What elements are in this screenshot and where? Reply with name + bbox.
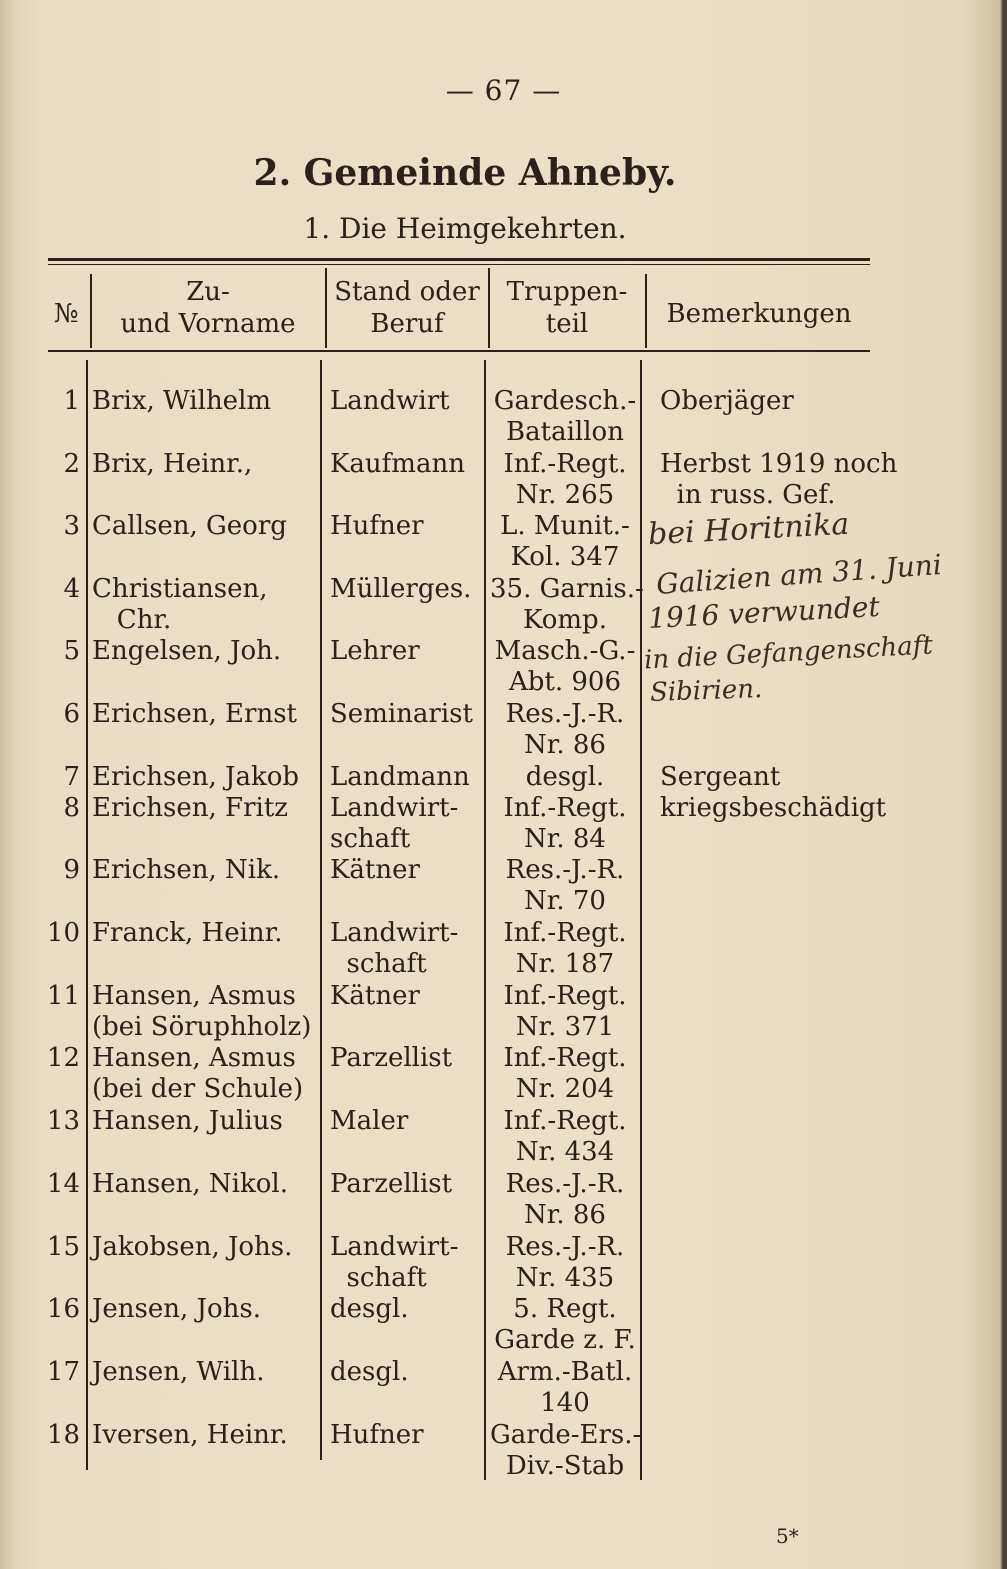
handwritten-note-line: 1916 verwundet [647, 589, 881, 636]
row-name: Franck, Heinr. [92, 918, 283, 948]
row-number: 6 [63, 699, 80, 729]
row-stand: Parzellist [330, 1169, 453, 1199]
row-stand: Hufner [330, 1420, 424, 1450]
row-stand: Landwirt- schaft [330, 1232, 459, 1293]
row-stand: Parzellist [330, 1043, 453, 1073]
table-row [0, 1420, 1007, 1484]
row-number: 5 [63, 636, 80, 666]
row-truppe: Inf.-Regt. Nr. 434 [503, 1106, 627, 1167]
row-name: Iversen, Heinr. [92, 1420, 288, 1450]
row-bemerkung: kriegsbeschädigt [660, 793, 887, 823]
row-number: 14 [46, 1169, 80, 1199]
row-number: 8 [63, 793, 80, 823]
row-truppe: Arm.-Batl. 140 [497, 1357, 633, 1418]
row-truppe: Inf.-Regt. Nr. 204 [503, 1043, 627, 1104]
row-stand: Kätner [330, 855, 420, 885]
header-stand-line2: Beruf [370, 309, 444, 339]
header-name-line1: Zu- [186, 277, 230, 307]
row-truppe: Res.-J.-R. Nr. 86 [505, 1169, 625, 1230]
table-row [0, 386, 1007, 450]
header-name-line2: und Vorname [120, 309, 296, 339]
row-truppe: 5. Regt. Garde z. F. [494, 1294, 636, 1355]
row-number: 11 [46, 981, 80, 1011]
row-stand: Hufner [330, 511, 424, 541]
row-name: Jensen, Johs. [92, 1294, 261, 1324]
table-row [0, 1294, 1007, 1358]
row-number: 1 [63, 386, 80, 416]
row-number: 18 [46, 1420, 80, 1450]
row-number: 13 [46, 1106, 80, 1136]
row-number: 4 [63, 574, 80, 604]
row-truppe: Res.-J.-R. Nr. 86 [505, 699, 625, 760]
handwritten-note-line: Galizien am 31. Juni [655, 548, 943, 601]
header-bemerkungen: Bemerkungen [666, 299, 852, 329]
page-title: 2. Gemeinde Ahneby. [253, 152, 677, 194]
table-row [0, 1043, 1007, 1107]
row-truppe: Inf.-Regt. Nr. 187 [503, 918, 627, 979]
row-name: Erichsen, Nik. [92, 855, 281, 885]
row-truppe: Inf.-Regt. Nr. 84 [503, 793, 627, 854]
header-truppe [490, 276, 644, 340]
row-number: 9 [63, 855, 80, 885]
row-truppe: Masch.-G.- Abt. 906 [494, 636, 636, 697]
row-name: Callsen, Georg [92, 511, 287, 541]
header-truppe-line2: teil [545, 309, 589, 339]
row-number: 2 [63, 449, 80, 479]
row-truppe: Gardesch.- Bataillon [493, 386, 637, 447]
row-bemerkung: Sergeant [660, 762, 781, 792]
handwritten-note-line: bei Horitnika [647, 506, 851, 553]
handwritten-note-line: in die Gefangenschaft [643, 630, 934, 676]
row-stand: Kätner [330, 981, 420, 1011]
row-stand: Landwirt- schaft [330, 918, 459, 979]
row-stand: Kaufmann [330, 449, 465, 479]
row-name: Erichsen, Fritz [92, 793, 288, 823]
row-number: 16 [46, 1294, 80, 1324]
row-bemerkung: Oberjäger [660, 386, 794, 416]
row-stand: desgl. [330, 1294, 409, 1324]
header-name [92, 276, 324, 340]
row-number: 12 [46, 1043, 80, 1073]
row-truppe: Res.-J.-R. Nr. 435 [505, 1232, 625, 1293]
row-number: 15 [46, 1232, 80, 1262]
row-truppe: 35. Garnis.- Komp. [490, 574, 644, 635]
table-row [0, 1232, 1007, 1296]
column-divider [325, 268, 327, 348]
signature-mark: 5* [776, 1524, 799, 1548]
table-top-rule-thin [48, 264, 870, 265]
table-top-rule [48, 258, 870, 261]
table-row [0, 1106, 1007, 1170]
table-row [0, 918, 1007, 982]
page-number: — 67 — [445, 74, 562, 107]
row-name: Hansen, Julius [92, 1106, 283, 1136]
row-number: 7 [63, 762, 80, 792]
header-stand [328, 276, 486, 340]
row-truppe: L. Munit.- Kol. 347 [500, 511, 630, 572]
row-truppe: Inf.-Regt. Nr. 265 [503, 449, 627, 510]
column-divider [645, 274, 647, 348]
table-row [0, 449, 1007, 513]
header-number: № [53, 299, 79, 329]
row-name: Christiansen, Chr. [92, 574, 268, 635]
row-stand: Landmann [330, 762, 470, 792]
row-name: Hansen, Asmus (bei der Schule) [92, 1043, 304, 1104]
row-stand: Landwirt [330, 386, 450, 416]
row-name: Jensen, Wilh. [92, 1357, 265, 1387]
header-truppe-line1: Truppen- [506, 277, 628, 307]
table-row [0, 855, 1007, 919]
row-truppe: desgl. [525, 762, 605, 792]
row-stand: desgl. [330, 1357, 409, 1387]
row-stand: Seminarist [330, 699, 473, 729]
header-stand-line1: Stand oder [334, 277, 480, 307]
table-row [0, 1357, 1007, 1421]
row-name: Brix, Wilhelm [92, 386, 272, 416]
table-header-rule [48, 350, 870, 352]
row-stand: Lehrer [330, 636, 420, 666]
row-name: Engelsen, Joh. [92, 636, 282, 666]
row-truppe: Garde-Ers.- Div.-Stab [490, 1420, 642, 1481]
table-row [0, 1169, 1007, 1233]
row-bemerkung: Herbst 1919 noch in russ. Gef. [660, 449, 898, 510]
row-number: 17 [46, 1357, 80, 1387]
row-truppe: Res.-J.-R. Nr. 70 [505, 855, 625, 916]
row-number: 10 [46, 918, 80, 948]
row-name: Erichsen, Jakob [92, 762, 300, 792]
row-stand: Müllerges. [330, 574, 472, 604]
table-row [0, 981, 1007, 1045]
row-name: Hansen, Nikol. [92, 1169, 288, 1199]
table-row [0, 793, 1007, 857]
row-name: Hansen, Asmus (bei Söruphholz) [92, 981, 312, 1042]
row-name: Brix, Heinr., [92, 449, 253, 479]
handwritten-note-line: Sibirien. [649, 674, 763, 708]
row-number: 3 [63, 511, 80, 541]
section-subtitle: 1. Die Heimgekehrten. [303, 212, 627, 245]
row-stand: Landwirt- schaft [330, 793, 459, 854]
table-row [0, 699, 1007, 763]
row-truppe: Inf.-Regt. Nr. 371 [503, 981, 627, 1042]
row-name: Erichsen, Ernst [92, 699, 297, 729]
row-name: Jakobsen, Johs. [92, 1232, 293, 1262]
row-stand: Maler [330, 1106, 409, 1136]
